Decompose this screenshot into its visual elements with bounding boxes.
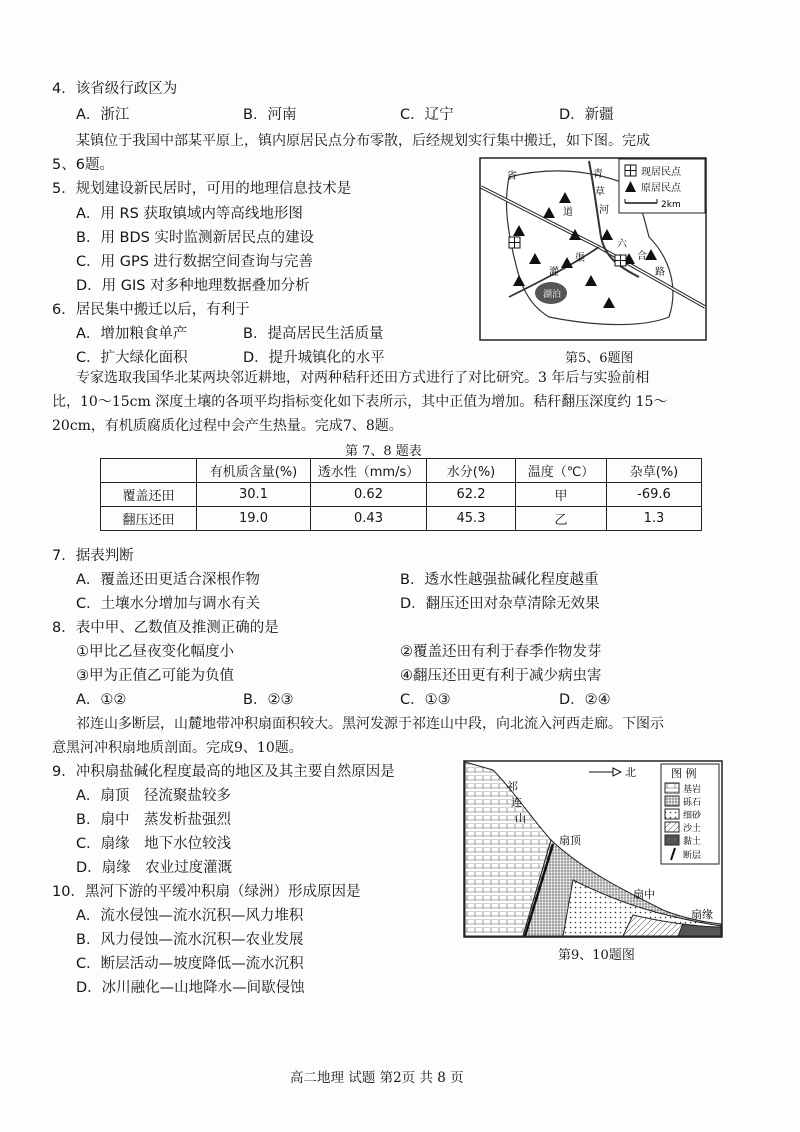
- table-cell: 45.3: [427, 507, 516, 531]
- table-cell: 翻压还田: [101, 507, 197, 531]
- q8-statement-2: ②覆盖还田有利于春季作物发芽: [400, 644, 602, 660]
- q5-option-a[interactable]: A．用 RS 获取镇域内等高线地形图: [76, 206, 303, 222]
- edge-label: 扇缘: [691, 908, 713, 921]
- table-row: [101, 483, 702, 507]
- fig910-caption: 第9、10题图: [558, 948, 635, 963]
- table-header-row: [101, 459, 702, 483]
- legend-finesand-icon: [665, 809, 679, 819]
- q7-option-b[interactable]: B．透水性越强盐碱化程度越重: [400, 572, 599, 588]
- legend-fault: 断层: [683, 851, 702, 861]
- q5-option-c[interactable]: C．用 GPS 进行数据空间查询与完善: [76, 254, 314, 270]
- q7-option-d[interactable]: D．翻压还田对杂草清除无效果: [400, 596, 600, 612]
- page-footer: 高二地理 试题 第2页 共 8 页: [290, 1070, 464, 1086]
- table-cell: -69.6: [607, 483, 702, 507]
- fig56-map: [479, 157, 707, 341]
- table78-caption: 第 7、8 题表: [345, 444, 422, 459]
- label-qing: 青: [593, 169, 603, 180]
- table-header: 透水性（mm/s）: [311, 459, 427, 483]
- q10-option-c[interactable]: C．断层活动—坡度降低—流水沉积: [76, 956, 304, 972]
- q10-option-d[interactable]: D．冰川融化—山地降水—间歇侵蚀: [76, 980, 305, 996]
- table-cell: 0.62: [311, 483, 427, 507]
- table-cell: 0.43: [311, 507, 427, 531]
- table-cell: 62.2: [427, 483, 516, 507]
- q8-option-b[interactable]: B．②③: [243, 692, 294, 708]
- q8-option-a[interactable]: A．①②: [76, 692, 127, 708]
- label-sheng: 省: [507, 171, 517, 182]
- table-cell: 乙: [516, 507, 607, 531]
- q8-statement-3: ③甲为正值乙可能为负值: [76, 668, 234, 684]
- q6-option-b[interactable]: B．提高居民生活质量: [243, 326, 384, 342]
- q4-option-d[interactable]: D．新疆: [559, 107, 614, 123]
- q6-option-a[interactable]: A．增加粮食单产: [76, 326, 188, 342]
- north-label: 北: [625, 766, 636, 779]
- q9-option-a[interactable]: A．扇顶 径流聚盐较多: [76, 788, 231, 804]
- fig910-section: [463, 760, 723, 938]
- q9-stem: 9．冲积扇盐碱化程度最高的地区及其主要自然原因是: [52, 764, 395, 780]
- intro910-line1: 祁连山多断层，山麓地带冲积扇面积较大。黑河发源于祁连山中段，向北流入河西走廊。下图示: [76, 716, 664, 732]
- label-dao: 道: [563, 207, 573, 218]
- legend-finesand: 细砂: [683, 811, 702, 821]
- lake-label: 湖泊: [543, 290, 562, 300]
- legend-gravel: 砾石: [683, 798, 702, 808]
- table-cell: 19.0: [197, 507, 311, 531]
- q7-stem: 7．据表判断: [52, 548, 134, 564]
- q4-option-c[interactable]: C．辽宁: [400, 107, 454, 123]
- table-header: 有机质含量(%): [197, 459, 311, 483]
- table-cell: 覆盖还田: [101, 483, 197, 507]
- label-liu: 六: [617, 239, 627, 250]
- intro56-line1: 某镇位于我国中部某平原上，镇内原居民点分布零散，后经规划实行集中搬迁，如下图。完成: [76, 133, 650, 149]
- middle-label: 扇中: [633, 888, 655, 901]
- table-row: [101, 507, 702, 531]
- mountain-char-2: 连: [511, 796, 522, 809]
- q4-option-b[interactable]: B．河南: [243, 107, 297, 123]
- q8-option-c[interactable]: C．①③: [400, 692, 451, 708]
- q8-stem: 8．表中甲、乙数值及推测正确的是: [52, 620, 279, 636]
- label-he: 河: [599, 205, 609, 216]
- q5-option-d[interactable]: D．用 GIS 对多种地理数据叠加分析: [76, 278, 310, 294]
- intro910-line2: 意黑河冲积扇地质剖面。完成9、10题。: [52, 740, 303, 756]
- label-he2: 合: [637, 251, 647, 262]
- table-header: 水分(%): [427, 459, 516, 483]
- table-cell: 甲: [516, 483, 607, 507]
- legend-bedrock: 基岩: [683, 785, 702, 795]
- q10-option-b[interactable]: B．风力侵蚀—流水沉积—农业发展: [76, 932, 304, 948]
- label-lu: 路: [655, 267, 665, 278]
- q5-option-b[interactable]: B．用 BDS 实时监测新居民点的建设: [76, 230, 314, 246]
- table-cell: 1.3: [607, 507, 702, 531]
- table-header: 温度（℃）: [516, 459, 607, 483]
- q8-statement-1: ①甲比乙昼夜变化幅度小: [76, 644, 234, 660]
- q5-stem: 5．规划建设新民居时，可用的地理信息技术是: [52, 181, 352, 197]
- intro56-line2: 5、6题。: [52, 157, 114, 173]
- intro78-line1: 专家选取我国华北某两块邻近耕地，对两种秸秆还田方式进行了对比研究。3 年后与实验前相: [76, 370, 650, 386]
- q8-option-d[interactable]: D．②④: [559, 692, 611, 708]
- legend-sandysoil-icon: [665, 822, 679, 832]
- q7-option-a[interactable]: A．覆盖还田更适合深根作物: [76, 572, 260, 588]
- intro78-line2: 比，10～15cm 深度土壤的各项平均指标变化如下表所示，其中正值为增加。秸秆翻压深度约 15～: [52, 394, 668, 410]
- legend-new-label: 现居民点: [641, 167, 681, 178]
- q10-stem: 10．黑河下游的平缓冲积扇（绿洲）形成原因是: [52, 884, 361, 900]
- q10-option-a[interactable]: A．流水侵蚀—流水沉积—风力堆积: [76, 908, 304, 924]
- q6-stem: 6．居民集中搬迁以后，有利于: [52, 302, 250, 318]
- legend-gravel-icon: [665, 796, 679, 806]
- legend-clay: 黏土: [683, 837, 702, 847]
- legend-old-label: 原居民点: [641, 183, 681, 194]
- q9-option-b[interactable]: B．扇中 蒸发析盐强烈: [76, 812, 231, 828]
- q4-stem: 4．该省级行政区为: [52, 81, 178, 97]
- apex-label: 扇顶: [559, 834, 581, 847]
- fig56-caption: 第5、6题图: [565, 351, 634, 366]
- table-cell: 30.1: [197, 483, 311, 507]
- q4-option-a[interactable]: A．浙江: [76, 107, 130, 123]
- table-header: [101, 459, 197, 483]
- mountain-char-1: 祁: [507, 780, 518, 793]
- table-header: 杂草(%): [607, 459, 702, 483]
- legend-bedrock-icon: [665, 783, 679, 793]
- label-guan: 灌: [549, 267, 559, 278]
- legend-title: 图 例: [671, 767, 697, 780]
- q6-option-d[interactable]: D．提升城镇化的水平: [243, 350, 385, 366]
- q7-option-c[interactable]: C．土壤水分增加与调水有关: [76, 596, 261, 612]
- mountain-char-3: 山: [515, 812, 526, 825]
- q6-option-c[interactable]: C．扩大绿化面积: [76, 350, 188, 366]
- legend-clay-icon: [665, 835, 679, 845]
- table78: [100, 458, 702, 531]
- q8-statement-4: ④翻压还田更有利于减少病虫害: [400, 668, 602, 684]
- q9-option-c[interactable]: C．扇缘 地下水位较浅: [76, 836, 232, 852]
- label-qu: 渠: [575, 253, 585, 264]
- scale-label: 2km: [661, 200, 681, 210]
- intro78-line3: 20cm，有机质腐质化过程中会产生热量。完成7、8题。: [52, 418, 403, 434]
- legend-sandysoil: 沙土: [683, 824, 702, 834]
- label-cao: 草: [595, 187, 605, 198]
- q9-option-d[interactable]: D．扇缘 农业过度灌溉: [76, 860, 233, 876]
